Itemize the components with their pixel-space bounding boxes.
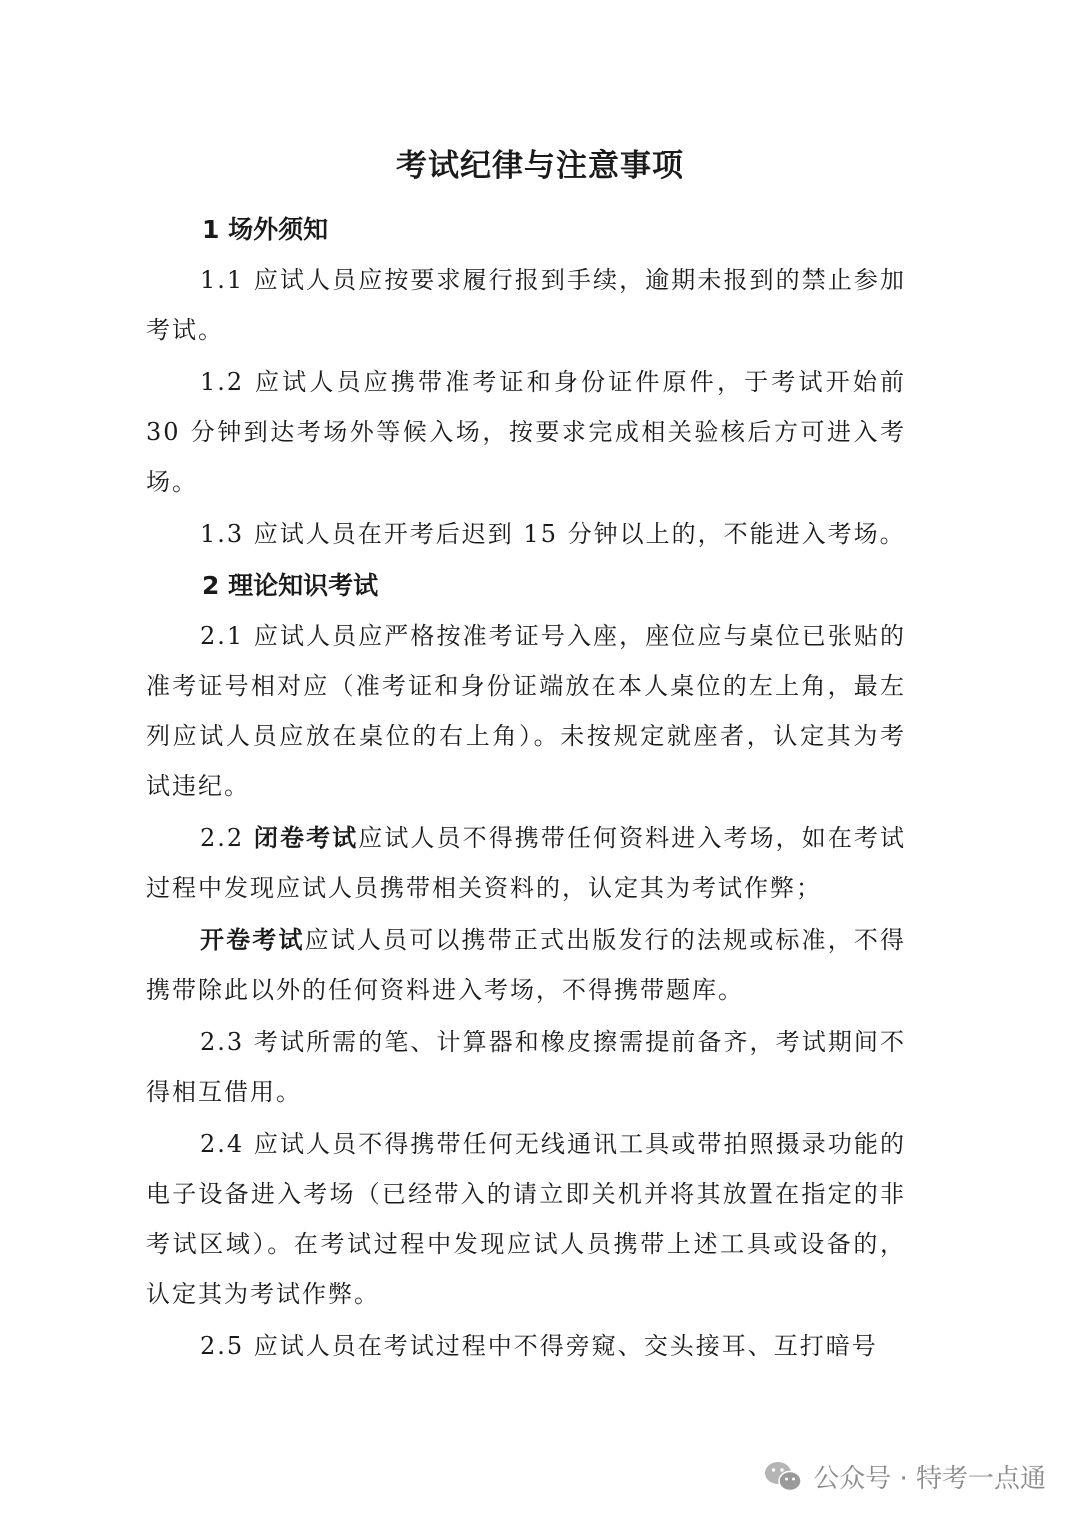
paragraph-2-2-text: 应试人员不得携带任何资料进入考场，如在考试过程中发现应试人员携带相关资料的，认定其为考试作弊； — [146, 824, 907, 902]
wechat-icon — [763, 1460, 803, 1494]
paragraph-1-3: 1.3 应试人员在开考后迟到 15 分钟以上的，不能进入考场。 — [200, 520, 906, 548]
open-book-label: 开卷考试 — [200, 926, 305, 954]
paragraph-2-2 — [146, 813, 906, 915]
watermark — [763, 1458, 1046, 1495]
paragraph-2-4: 2.4 应试人员不得携带任何无线通讯工具或带拍照摄录功能的电子设备进入考场（已经带入的请立即关机并将其放置在指定的非考试区域）。在考试过程中发现应试人员携带上述工具或设备的，认定其为考试作弊。 — [146, 1130, 906, 1308]
paragraph-2-2-open-text: 应试人员可以携带正式出版发行的法规或标准，不得携带除此以外的任何资料进入考场，不得携带题库。 — [146, 926, 907, 1004]
paragraph-1-2: 1.2 应试人员应携带准考证和身份证件原件，于考试开始前 30 分钟到达考场外等候入场，按要求完成相关验核后方可进入考场。 — [146, 368, 906, 496]
closed-book-label: 闭卷考试 — [253, 824, 359, 852]
paragraph-2-2-number: 2.2 — [200, 824, 254, 852]
document-body — [146, 205, 906, 1373]
paragraph-2-5: 2.5 应试人员在考试过程中不得旁窥、交头接耳、互打暗号 — [200, 1332, 878, 1360]
paragraph-1-1: 1.1 应试人员应按要求履行报到手续，逾期未报到的禁止参加考试。 — [146, 266, 906, 344]
paragraph-2-1: 2.1 应试人员应严格按准考证号入座，座位应与桌位已张贴的准考证号相对应（准考证和身份证端放在本人桌位的左上角，最左列应试人员应放在桌位的右上角）。未按规定就座者，认定其为考试违纪。 — [146, 622, 906, 800]
watermark-text: 公众号 · 特考一点通 — [813, 1464, 1046, 1494]
paragraph-2-2-open — [146, 915, 906, 1017]
section-heading-2: 2 理论知识考试 — [202, 571, 379, 600]
document-title: 考试纪律与注意事项 — [396, 148, 684, 184]
section-heading-1: 1 场外须知 — [202, 215, 329, 244]
paragraph-2-3: 2.3 考试所需的笔、计算器和橡皮擦需提前备齐，考试期间不得相互借用。 — [146, 1028, 906, 1106]
